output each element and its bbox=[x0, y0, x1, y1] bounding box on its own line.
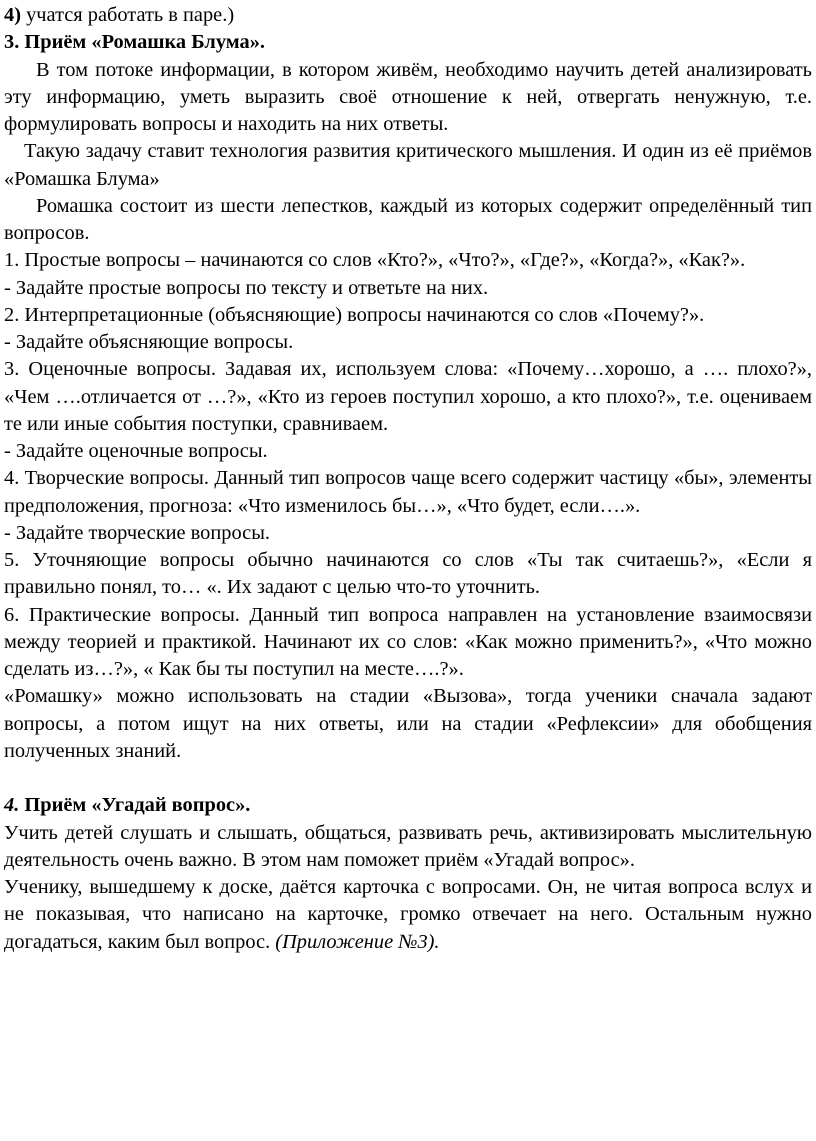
top-line-text: учатся работать в паре.) bbox=[21, 4, 235, 26]
section-4-number: 4. bbox=[4, 794, 20, 817]
top-line-number: 4) bbox=[4, 4, 21, 26]
top-line bbox=[4, 2, 812, 29]
question-type-2-task: - Задайте объясняющие вопросы. bbox=[4, 331, 294, 353]
section-4-paragraph-2 bbox=[4, 874, 812, 956]
question-type-2: 2. Интерпретационные (объясняющие) вопросы начинаются со слов «Почему?». bbox=[4, 303, 705, 326]
section-3-heading: 3. Приём «Ромашка Блума». bbox=[4, 31, 266, 54]
section-3-paragraph-1: В том потоке информации, в котором живём, необходимо научить детей анализировать эту информацию, уметь выразить своё отношение к ней, отвергать ненужную, т.е. формулировать вопросы и находить на них ответы. bbox=[4, 58, 812, 135]
question-type-1: 1. Простые вопросы – начинаются со слов «Кто?», «Что?», «Где?», «Когда?», «Как?». bbox=[4, 249, 746, 272]
section-3-paragraph-2: Такую задачу ставит технология развития критического мышления. И один из её приёмов «Ромашка Блума» bbox=[4, 140, 812, 190]
section-4-heading bbox=[4, 792, 812, 819]
section-4-paragraph-2-text: Ученику, вышедшему к доске, даётся карточка с вопросами. Он, не читая вопроса вслух и не показывая, что написано на карточке, громко отвечает на него. Остальным нужно догадаться, каким был вопрос. bbox=[4, 876, 812, 953]
question-type-6: 6. Практические вопросы. Данный тип вопроса направлен на установление взаимосвязи между теорией и практикой. Начинают их со слов: «Как можно применить?», «Что можно сделать из…?», « Как бы ты поступил на месте….?». bbox=[4, 603, 812, 680]
section-3-closing: «Ромашку» можно использовать на стадии «Вызова», тогда ученики сначала задают вопросы, а потом ищут на них ответы, или на стадии «Рефлексии» для обобщения полученных знаний. bbox=[4, 685, 812, 762]
question-type-4-task: - Задайте творческие вопросы. bbox=[4, 521, 271, 544]
section-4-paragraph-1: Учить детей слушать и слышать, общаться, развивать речь, активизировать мыслительную деятельность очень важно. В этом нам поможет приём «Угадай вопрос». bbox=[4, 821, 812, 871]
question-type-1-task: - Задайте простые вопросы по тексту и ответьте на них. bbox=[4, 276, 489, 299]
appendix-reference: (Приложение №3). bbox=[275, 930, 440, 953]
question-type-4: 4. Творческие вопросы. Данный тип вопросов чаще всего содержит частицу «бы», элементы предположения, прогноза: «Что изменилось бы…», «Что будет, если….». bbox=[4, 467, 812, 517]
question-type-3-task: - Задайте оценочные вопросы. bbox=[4, 440, 268, 462]
question-type-3: 3. Оценочные вопросы. Задавая их, используем слова: «Почему…хорошо, а …. плохо?», «Чем ….отличается от …?», «Кто из героев поступил хорошо, а кто плохо?», т.е. оцениваем те или иные события поступки, сравниваем. bbox=[4, 358, 812, 435]
question-type-5: 5. Уточняющие вопросы обычно начинаются со слов «Ты так считаешь?», «Если я правильно понял, то… «. Их задают с целью что-то уточнить. bbox=[4, 549, 812, 599]
section-4-title: Приём «Угадай вопрос». bbox=[19, 794, 251, 817]
blank-line bbox=[4, 765, 812, 792]
section-3-paragraph-3: Ромашка состоит из шести лепестков, каждый из которых содержит определённый тип вопросов. bbox=[4, 194, 812, 244]
